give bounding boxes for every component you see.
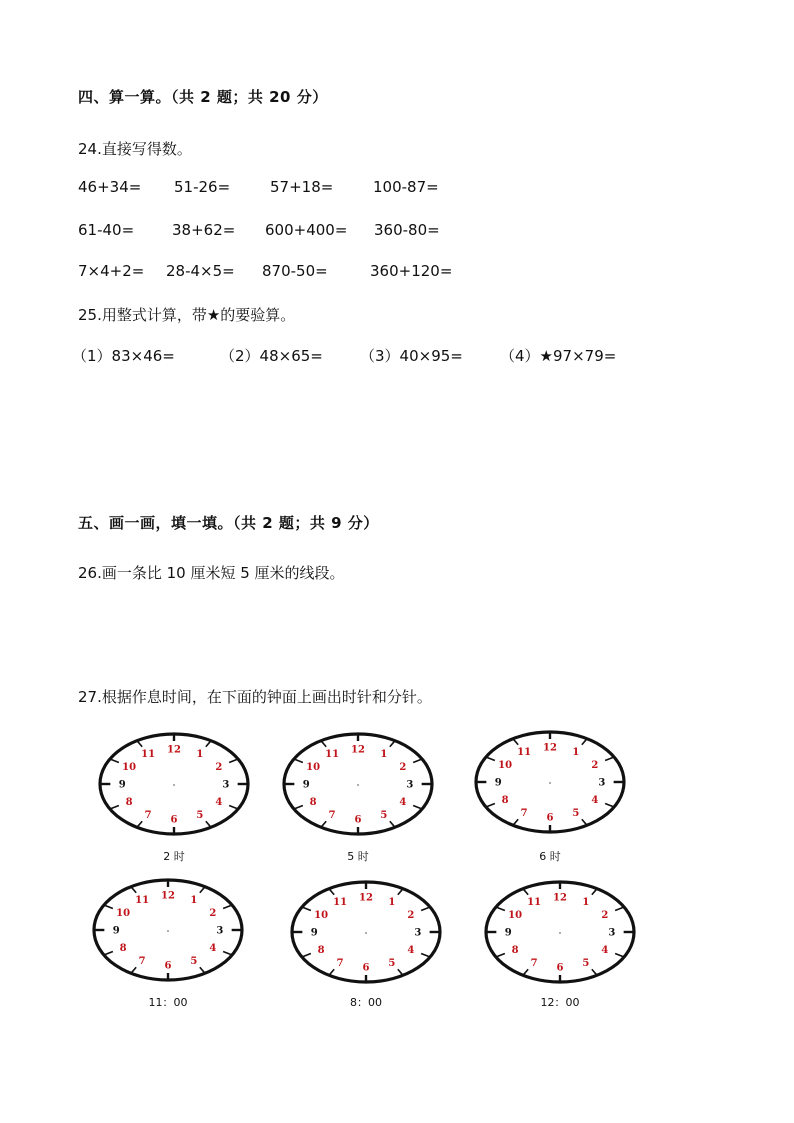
section-4-heading: 四、算一算。（共 2 题；共 20 分） xyxy=(78,88,328,106)
clock-numeral: 4 xyxy=(399,797,407,808)
clock-face-5[interactable] xyxy=(286,876,446,988)
clock-numeral: 5 xyxy=(380,809,388,821)
q24-r1-c0: 61-40= xyxy=(78,221,135,239)
q25-item-4: （4）★97×79= xyxy=(500,347,617,365)
clock-numeral: 8 xyxy=(119,943,127,954)
clock-numeral: 6 xyxy=(164,960,172,972)
clock-center-dot xyxy=(173,784,175,786)
clock-numeral: 2 xyxy=(215,762,223,773)
clock-numeral: 7 xyxy=(328,809,336,821)
clock-numeral: 10 xyxy=(508,910,523,921)
clock-numeral: 3 xyxy=(608,927,616,939)
clock-numeral: 6 xyxy=(546,812,554,824)
clock-numeral: 8 xyxy=(511,945,519,956)
section-5-heading: 五、画一画，填一填。（共 2 题；共 9 分） xyxy=(78,514,379,532)
clock-numeral: 11 xyxy=(517,747,532,759)
clock-numeral: 7 xyxy=(530,957,538,969)
clock-numeral: 12 xyxy=(351,744,365,756)
clock-numeral: 11 xyxy=(527,897,542,909)
clock-numeral: 4 xyxy=(601,945,609,956)
q24-r0-c3: 100-87= xyxy=(373,178,439,196)
clock-label-1: 2 时 xyxy=(163,850,185,863)
q24-r2-c1: 28-4×5= xyxy=(166,262,235,280)
clock-numeral: 11 xyxy=(135,895,150,907)
clock-center-dot xyxy=(357,784,359,786)
question-26-prompt: 26.画一条比 10 厘米短 5 厘米的线段。 xyxy=(78,564,345,582)
q24-r1-c2: 600+400= xyxy=(265,221,348,239)
clock-numeral: 2 xyxy=(399,762,407,773)
clock-numeral: 7 xyxy=(336,957,344,969)
clock-numeral: 1 xyxy=(582,897,590,909)
clock-numeral: 11 xyxy=(325,749,340,761)
clock-label-2: 5 时 xyxy=(347,850,369,863)
clock-numeral: 12 xyxy=(359,892,373,904)
clock-face-2[interactable] xyxy=(278,728,438,840)
clock-numeral: 4 xyxy=(209,943,217,954)
clock-numeral: 2 xyxy=(209,908,217,919)
clock-numeral: 8 xyxy=(309,797,317,808)
clock-numeral: 9 xyxy=(302,779,310,791)
question-27-prompt: 27.根据作息时间，在下面的钟面上画出时针和分针。 xyxy=(78,688,432,706)
clock-numeral: 6 xyxy=(354,814,362,826)
clock-numeral: 3 xyxy=(414,927,422,939)
clock-numeral: 10 xyxy=(498,760,513,771)
clock-numeral: 1 xyxy=(380,749,388,761)
clock-numeral: 3 xyxy=(216,925,224,937)
clock-numeral: 6 xyxy=(170,814,178,826)
clock-face-6[interactable] xyxy=(480,876,640,988)
clock-numeral: 5 xyxy=(190,955,198,967)
clock-numeral: 1 xyxy=(190,895,198,907)
clock-numeral: 10 xyxy=(314,910,329,921)
clock-numeral: 4 xyxy=(591,795,599,806)
clock-numeral: 9 xyxy=(494,777,502,789)
clock-numeral: 7 xyxy=(138,955,146,967)
q25-item-3: （3）40×95= xyxy=(360,347,463,365)
clock-numeral: 12 xyxy=(167,744,181,756)
q24-r2-c3: 360+120= xyxy=(370,262,453,280)
clock-label-3: 6 时 xyxy=(539,850,561,863)
clock-numeral: 3 xyxy=(598,777,606,789)
clock-numeral: 4 xyxy=(407,945,415,956)
clock-numeral: 5 xyxy=(196,809,204,821)
clock-numeral: 9 xyxy=(504,927,512,939)
clock-numeral: 9 xyxy=(112,925,120,937)
q24-r0-c2: 57+18= xyxy=(270,178,334,196)
clock-center-dot xyxy=(365,932,367,934)
clock-center-dot xyxy=(559,932,561,934)
clock-numeral: 5 xyxy=(582,957,590,969)
clock-numeral: 9 xyxy=(118,779,126,791)
question-24-prompt: 24.直接写得数。 xyxy=(78,140,192,158)
q24-r2-c0: 7×4+2= xyxy=(78,262,145,280)
clock-numeral: 3 xyxy=(222,779,230,791)
clock-numeral: 1 xyxy=(388,897,396,909)
q24-r1-c3: 360-80= xyxy=(374,221,440,239)
clock-numeral: 8 xyxy=(125,797,133,808)
clock-numeral: 8 xyxy=(317,945,325,956)
clock-numeral: 3 xyxy=(406,779,414,791)
clock-numeral: 10 xyxy=(116,908,131,919)
q24-r1-c1: 38+62= xyxy=(172,221,236,239)
question-25-prompt: 25.用整式计算，带★的要验算。 xyxy=(78,306,296,324)
clock-face-4[interactable] xyxy=(88,874,248,986)
clock-numeral: 2 xyxy=(601,910,609,921)
clock-numeral: 7 xyxy=(144,809,152,821)
clock-label-4: 11：00 xyxy=(148,996,188,1009)
clock-center-dot xyxy=(549,782,551,784)
clock-numeral: 11 xyxy=(333,897,348,909)
clock-numeral: 12 xyxy=(161,890,175,902)
q25-item-2: （2）48×65= xyxy=(220,347,323,365)
clock-numeral: 1 xyxy=(572,747,580,759)
q25-item-1: （1）83×46= xyxy=(72,347,175,365)
clock-label-5: 8：00 xyxy=(350,996,382,1009)
q24-r0-c1: 51-26= xyxy=(174,178,231,196)
clock-numeral: 12 xyxy=(543,742,557,754)
clock-numeral: 10 xyxy=(306,762,321,773)
clock-numeral: 10 xyxy=(122,762,137,773)
clock-numeral: 2 xyxy=(407,910,415,921)
clock-numeral: 7 xyxy=(520,807,528,819)
clock-numeral: 8 xyxy=(501,795,509,806)
clock-label-6: 12：00 xyxy=(540,996,580,1009)
clock-numeral: 1 xyxy=(196,749,204,761)
q24-r0-c0: 46+34= xyxy=(78,178,142,196)
clock-numeral: 9 xyxy=(310,927,318,939)
clock-face-1[interactable] xyxy=(94,728,254,840)
clock-numeral: 5 xyxy=(388,957,396,969)
q24-r2-c2: 870-50= xyxy=(262,262,328,280)
clock-numeral: 4 xyxy=(215,797,223,808)
clock-numeral: 2 xyxy=(591,760,599,771)
clock-numeral: 6 xyxy=(556,962,564,974)
clock-numeral: 12 xyxy=(553,892,567,904)
clock-center-dot xyxy=(167,930,169,932)
clock-face-3[interactable] xyxy=(470,726,630,838)
clock-numeral: 6 xyxy=(362,962,370,974)
clock-numeral: 11 xyxy=(141,749,156,761)
clock-numeral: 5 xyxy=(572,807,580,819)
